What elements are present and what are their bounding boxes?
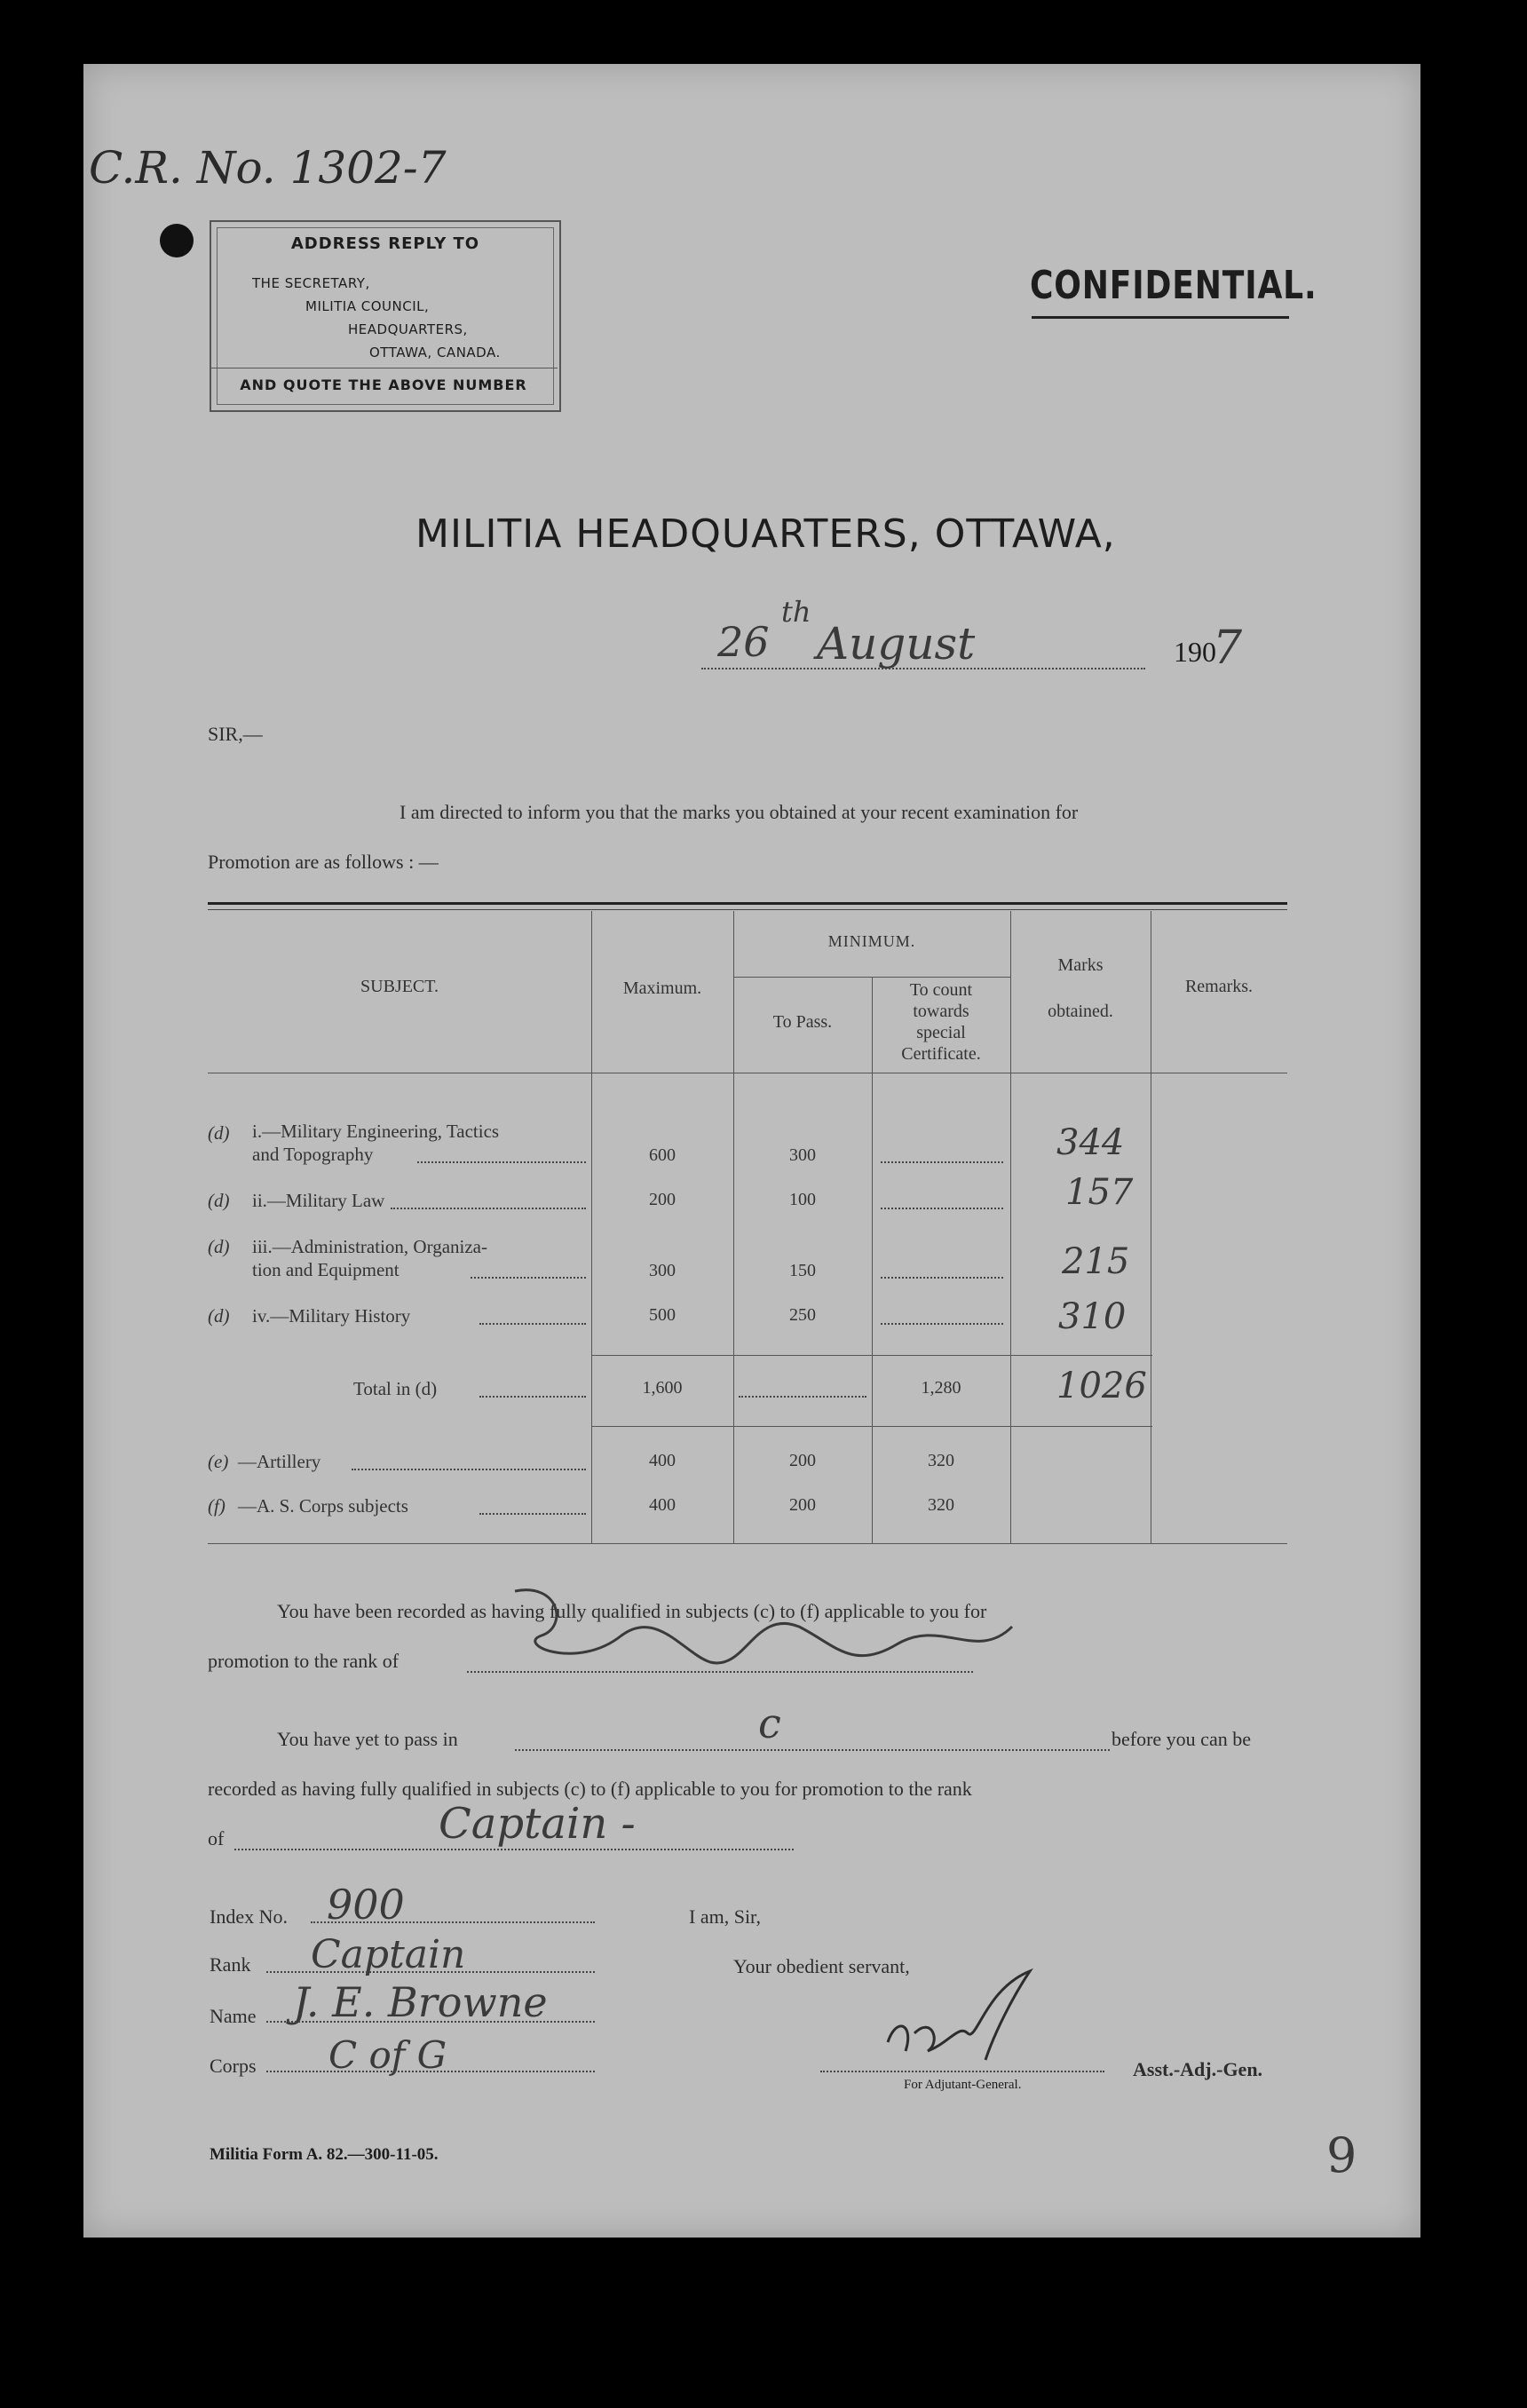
- row-label: i.—Military Engineering, Tactics: [252, 1121, 500, 1142]
- para1-line: You have been recorded as having fully qualified in subjects (c) to (f) applicable to you for: [277, 1600, 987, 1622]
- col-rule: [733, 911, 734, 1543]
- header-to-count: Certificate.: [901, 1044, 981, 1064]
- cell-maximum: 200: [649, 1190, 676, 1209]
- form-number: Militia Form A. 82.—300-11-05.: [210, 2145, 439, 2164]
- intro-line: Promotion are as follows : —: [208, 851, 439, 873]
- salutation: SIR,—: [208, 723, 263, 745]
- para2-line: of: [208, 1827, 225, 1850]
- corps-line: [266, 2071, 595, 2072]
- corps-label: Corps: [210, 2055, 257, 2077]
- col-rule: [591, 911, 592, 1543]
- header-maximum: Maximum.: [622, 978, 702, 998]
- row-label: tion and Equipment: [252, 1259, 400, 1280]
- intro-line: I am directed to inform you that the marks you obtained at your recent examination for: [400, 801, 1079, 823]
- target-rank-line: [234, 1849, 794, 1850]
- cell-to-pass: 200: [789, 1451, 816, 1470]
- date-suffix: th: [781, 595, 811, 629]
- leader-dots: [479, 1396, 586, 1398]
- cell-to-pass: 300: [789, 1145, 816, 1165]
- letterhead: MILITIA HEADQUARTERS, OTTAWA,: [415, 511, 1116, 557]
- for-adjutant-general: For Adjutant-General.: [904, 2078, 1022, 2092]
- total-maximum: 1,600: [642, 1378, 683, 1398]
- row-prefix: (d): [208, 1236, 230, 1257]
- row-label: and Topography: [252, 1144, 374, 1165]
- header-remarks: Remarks.: [1184, 977, 1254, 996]
- punch-hole: [160, 224, 194, 257]
- cell-maximum: 300: [649, 1261, 676, 1280]
- address-line: HEADQUARTERS,: [348, 321, 468, 337]
- cell-to-count: 320: [928, 1451, 954, 1470]
- rank-value-line: [266, 1971, 595, 1973]
- header-to-count: special: [916, 1023, 966, 1042]
- para2-line: You have yet to pass in: [277, 1728, 458, 1750]
- table-top-rule-2: [208, 909, 1287, 910]
- index-label: Index No.: [210, 1905, 288, 1928]
- cell-maximum: 500: [649, 1305, 676, 1325]
- leader-dots: [417, 1161, 586, 1163]
- cell-to-pass: 100: [789, 1190, 816, 1209]
- file-reference: C.R. No. 1302-7: [89, 142, 447, 194]
- leader-dots: [479, 1513, 586, 1515]
- para2-line: before you can be: [1112, 1728, 1251, 1750]
- row-prefix: (d): [208, 1305, 230, 1327]
- to-count-dots: [881, 1323, 1003, 1325]
- strike-out-scribble: [479, 1573, 1048, 1680]
- name-value: J. E. Browne: [293, 1978, 548, 2026]
- marks-obtained: 344: [1056, 1122, 1125, 1163]
- to-pass-dots: [739, 1396, 866, 1398]
- cell-to-pass: 250: [789, 1305, 816, 1325]
- subject-line: [515, 1749, 1110, 1751]
- leader-dots: [391, 1208, 586, 1209]
- header-subject: SUBJECT.: [360, 977, 439, 996]
- name-line: [266, 2021, 595, 2023]
- page-number: 9: [1326, 2127, 1357, 2183]
- date-year-printed: 190: [1174, 636, 1216, 668]
- signature-line: [820, 2071, 1104, 2072]
- corps-value: C of G: [328, 2033, 447, 2077]
- yet-to-pass-subject: c: [758, 1699, 781, 1747]
- signature: [879, 1962, 1056, 2069]
- name-label: Name: [210, 2005, 257, 2027]
- date-line: [701, 668, 1145, 669]
- closing-line: I am, Sir,: [689, 1905, 761, 1928]
- header-to-pass: To Pass.: [772, 1012, 833, 1032]
- marks-obtained: 215: [1062, 1241, 1130, 1282]
- address-line: OTTAWA, CANADA.: [369, 345, 501, 360]
- address-footer: AND QUOTE THE ABOVE NUMBER: [240, 376, 527, 393]
- classification-underline: [1032, 316, 1289, 319]
- row-prefix: (d): [208, 1122, 230, 1144]
- cell-to-count: 320: [928, 1495, 954, 1515]
- index-value: 900: [327, 1881, 405, 1929]
- cell-maximum: 600: [649, 1145, 676, 1165]
- total-to-count: 1,280: [921, 1378, 961, 1398]
- address-heading: ADDRESS REPLY TO: [290, 234, 480, 253]
- total-label: Total in (d): [353, 1378, 438, 1399]
- row-prefix: (e): [208, 1451, 229, 1472]
- to-count-dots: [881, 1208, 1003, 1209]
- row-label: iv.—Military History: [252, 1305, 411, 1327]
- to-count-dots: [881, 1277, 1003, 1279]
- address-line: THE SECRETARY,: [252, 275, 370, 291]
- to-count-dots: [881, 1161, 1003, 1163]
- header-to-count: To count: [909, 980, 973, 1000]
- para1-line: promotion to the rank of: [208, 1650, 400, 1672]
- header-to-count: towards: [913, 1002, 969, 1021]
- classification-stamp: CONFIDENTIAL.: [1030, 263, 1317, 308]
- date-month: August: [817, 618, 976, 669]
- leader-dots: [352, 1469, 586, 1470]
- header-marks: Marks: [1057, 955, 1104, 975]
- leader-dots: [471, 1277, 586, 1279]
- row-label: ii.—Military Law: [252, 1190, 385, 1211]
- row-prefix: (f): [208, 1495, 225, 1517]
- closing-line: Your obedient servant,: [733, 1955, 910, 1977]
- cell-maximum: 400: [649, 1495, 676, 1515]
- total-marks-obtained: 1026: [1056, 1366, 1147, 1406]
- row-label: —Artillery: [238, 1451, 321, 1472]
- row-label: —A. S. Corps subjects: [238, 1495, 408, 1517]
- date-year-hand: 7: [1213, 622, 1243, 675]
- target-rank: Captain -: [439, 1799, 636, 1849]
- rank-label: Rank: [210, 1953, 251, 1976]
- cell-to-pass: 200: [789, 1495, 816, 1515]
- index-line: [311, 1921, 595, 1923]
- marks-obtained: 310: [1058, 1296, 1127, 1337]
- cell-maximum: 400: [649, 1451, 676, 1470]
- table-bottom-rule: [208, 1543, 1287, 1544]
- row-label: iii.—Administration, Organiza-: [252, 1236, 487, 1257]
- table-top-rule: [208, 902, 1287, 905]
- rank-value: Captain: [311, 1932, 466, 1977]
- header-minimum: MINIMUM.: [827, 932, 916, 950]
- leader-dots: [479, 1323, 586, 1325]
- address-line: MILITIA COUNCIL,: [305, 298, 430, 314]
- signatory-title: Asst.-Adj.-Gen.: [1133, 2058, 1263, 2080]
- date-day: 26: [717, 618, 770, 666]
- header-marks: obtained.: [1048, 1002, 1113, 1021]
- para2-line: recorded as having fully qualified in subjects (c) to (f) applicable to you for promotion to the rank: [208, 1778, 972, 1800]
- marks-obtained: 157: [1065, 1172, 1134, 1213]
- row-prefix: (d): [208, 1190, 230, 1211]
- cell-to-pass: 150: [789, 1261, 816, 1280]
